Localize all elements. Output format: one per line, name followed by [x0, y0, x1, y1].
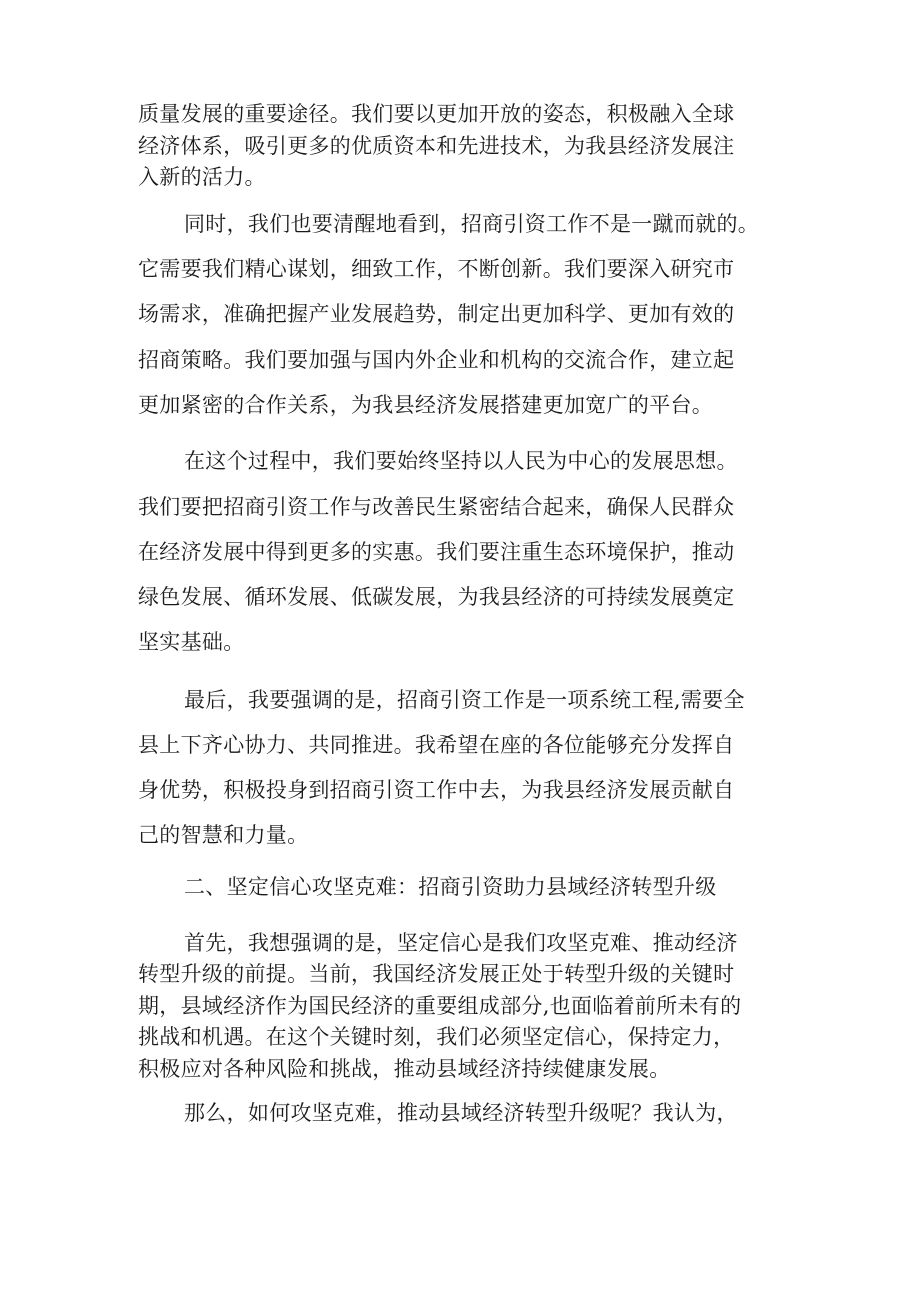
paragraph-4-line-4: 己的智慧和力量。: [138, 823, 309, 847]
section-heading: 二、坚定信心攻坚克难：招商引资助力县域经济转型升级: [184, 875, 717, 899]
paragraph-4-line-2: 县上下齐心协力、共同推进。我希望在座的各位能够充分发挥自: [138, 733, 735, 757]
paragraph-2-line-4: 招商策略。我们要加强与国内外企业和机构的交流合作，建立起: [138, 348, 735, 372]
paragraph-5-line-5: 积极应对各种风险和挑战，推动县域经济持续健康发展。: [138, 1057, 671, 1081]
paragraph-2-line-2: 它需要我们精心谋划，细致工作，不断创新。我们要深入研究市: [138, 257, 735, 281]
paragraph-3-line-5: 坚实基础。: [138, 630, 245, 654]
paragraph-5-line-3: 期，县域经济作为国民经济的重要组成部分,也面临着前所未有的: [138, 994, 742, 1018]
paragraph-5-line-1: 首先，我想强调的是，坚定信心是我们攻坚克难、推动经济: [184, 931, 738, 955]
paragraph-5-line-2: 转型升级的前提。当前，我国经济发展正处于转型升级的关键时: [138, 962, 735, 986]
paragraph-4-line-3: 身优势，积极投身到招商引资工作中去，为我县经济发展贡献自: [138, 778, 735, 802]
paragraph-4-line-1: 最后，我要强调的是，招商引资工作是一项系统工程,需要全: [184, 688, 745, 712]
paragraph-6-line-1: 那么，如何攻坚克难，推动县域经济转型升级呢？我认为，: [184, 1101, 738, 1125]
paragraph-3-line-4: 绿色发展、循环发展、低碳发展，为我县经济的可持续发展奠定: [138, 585, 735, 609]
paragraph-1-line-3: 入新的活力。: [138, 165, 266, 189]
paragraph-1-line-1: 质量发展的重要途径。我们要以更加开放的姿态，积极融入全球: [138, 102, 735, 126]
paragraph-2-line-5: 更加紧密的合作关系，为我县经济发展搭建更加宽广的平台。: [138, 393, 714, 417]
paragraph-5-line-4: 挑战和机遇。在这个关键时刻，我们必须坚定信心，保持定力，: [138, 1025, 735, 1049]
paragraph-3-line-1: 在这个过程中，我们要始终坚持以人民为中心的发展思想。: [184, 449, 738, 473]
paragraph-1-line-2: 经济体系，吸引更多的优质资本和先进技术，为我县经济发展注: [138, 134, 735, 158]
paragraph-2-line-1: 同时，我们也要清醒地看到，招商引资工作不是一蹴而就的。: [184, 212, 760, 236]
paragraph-2-line-3: 场需求，准确把握产业发展趋势，制定出更加科学、更加有效的: [138, 302, 735, 326]
paragraph-3-line-3: 在经济发展中得到更多的实惠。我们要注重生态环境保护，推动: [138, 540, 735, 564]
paragraph-3-line-2: 我们要把招商引资工作与改善民生紧密结合起来，确保人民群众: [138, 495, 735, 519]
